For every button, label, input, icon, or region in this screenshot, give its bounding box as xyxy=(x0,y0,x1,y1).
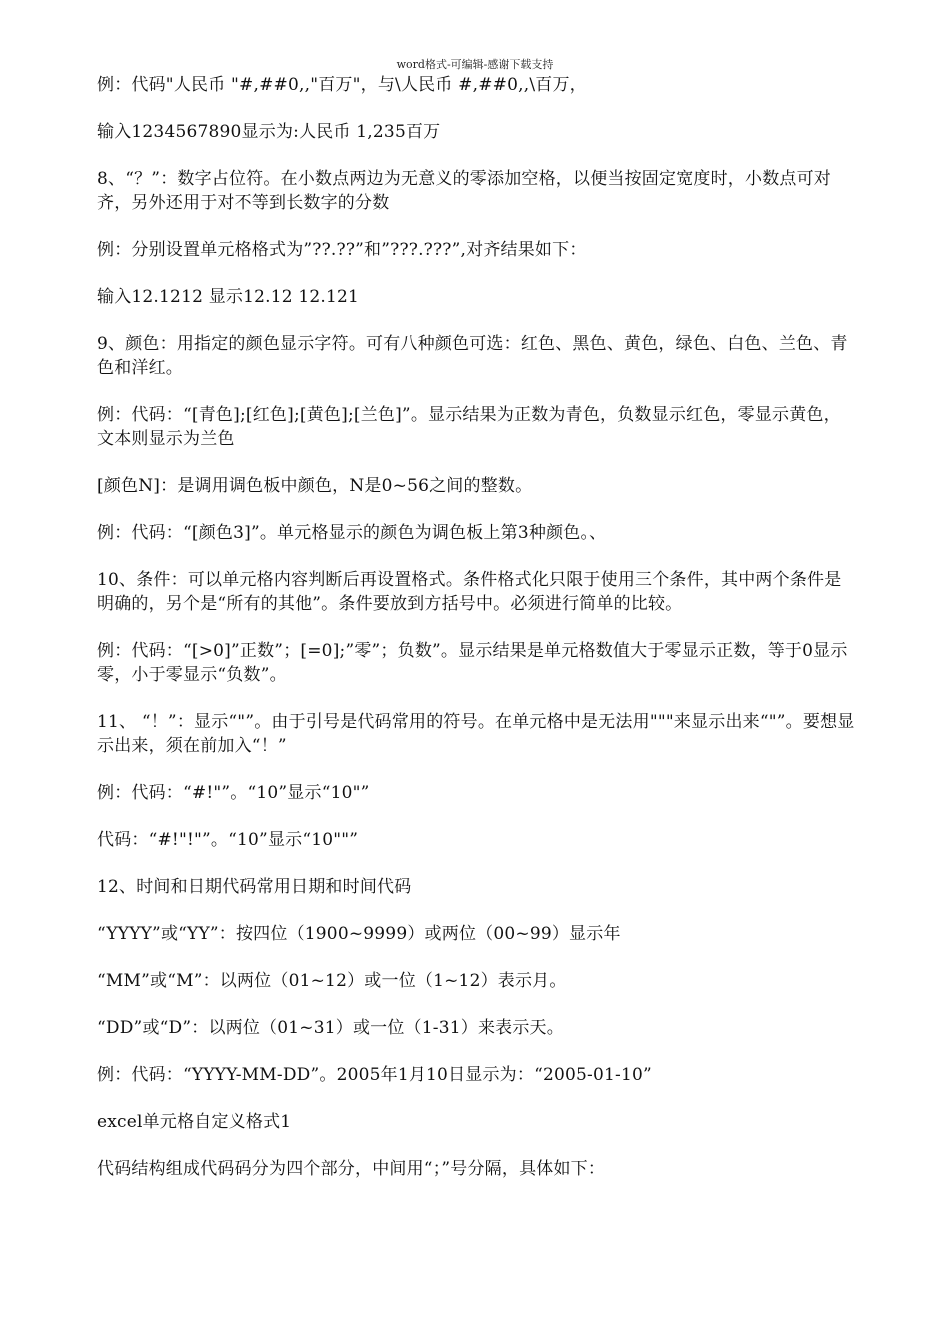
paragraph-section-title: excel单元格自定义格式1 xyxy=(97,1112,292,1132)
paragraph-color-example: 例：代码：“[青色];[红色];[黄色];[兰色]”。显示结果为正数为青色，负数显示红色，零显示黄色，文本则显示为兰色 xyxy=(97,405,841,449)
paragraph-question-placeholder: 8、“？”：数字占位符。在小数点两边为无意义的零添加空格，以便当按固定宽度时，小数点可对齐，另外还用于对不等到长数字的分数 xyxy=(97,169,831,213)
paragraph-day-code: “DD”或“D”：以两位（01~31）或一位（1-31）来表示天。 xyxy=(97,1018,564,1038)
page-header: word格式-可编辑-感谢下载支持 xyxy=(396,58,554,71)
paragraph-year-code: “YYYY”或“YY”：按四位（1900~9999）或两位（00~99）显示年 xyxy=(97,924,621,944)
paragraph-currency-result: 输入1234567890显示为:人民币 1,235百万 xyxy=(97,122,441,142)
paragraph-datetime: 12、时间和日期代码常用日期和时间代码 xyxy=(97,877,412,897)
paragraph-exclamation: 11、 “！”：显示“"”。由于引号是代码常用的符号。在单元格中是无法用"""来显示出来“"”。要想显示出来，须在前加入“！” xyxy=(97,712,855,756)
paragraph-date-example: 例：代码：“YYYY-MM-DD”。2005年1月10日显示为：“2005-01-10” xyxy=(97,1065,652,1085)
paragraph-align-result: 输入12.1212 显示12.12 12.121 xyxy=(97,287,360,307)
paragraph-exclamation-example-2: 代码：“#!"!"”。“10”显示“10""” xyxy=(97,830,359,850)
paragraph-month-code: “MM”或“M”：以两位（01~12）或一位（1~12）表示月。 xyxy=(97,971,567,991)
paragraph-code-structure: 代码结构组成代码码分为四个部分，中间用“；”号分隔，具体如下： xyxy=(97,1159,606,1179)
paragraph-color: 9、颜色：用指定的颜色显示字符。可有八种颜色可选：红色、黑色、黄色，绿色、白色、兰色、青色和洋红。 xyxy=(97,334,848,378)
paragraph-condition-example: 例：代码：“[>0]”正数”；[=0];”零”；负数”。显示结果是单元格数值大于零显示正数，等于0显示零，小于零显示“负数”。 xyxy=(97,641,848,685)
paragraph-color-n: [颜色N]：是调用调色板中颜色，N是0~56之间的整数。 xyxy=(97,476,533,496)
paragraph-condition: 10、条件：可以单元格内容判断后再设置格式。条件格式化只限于使用三个条件，其中两个条件是明确的，另个是“所有的其他”。条件要放到方括号中。必须进行简单的比较。 xyxy=(97,570,842,614)
paragraph-align-example: 例：分别设置单元格格式为”??.??”和”???.???”,对齐结果如下： xyxy=(97,240,587,260)
paragraph-exclamation-example-1: 例：代码：“#!"”。“10”显示“10"” xyxy=(97,783,370,803)
paragraph-currency-example: 例：代码"人民币 "#,##0,,"百万"，与\人民币 #,##0,,\百万， xyxy=(97,75,587,95)
paragraph-color-n-example: 例：代码：“[颜色3]”。单元格显示的颜色为调色板上第3种颜色。、 xyxy=(97,523,607,543)
document-body xyxy=(97,73,857,1204)
